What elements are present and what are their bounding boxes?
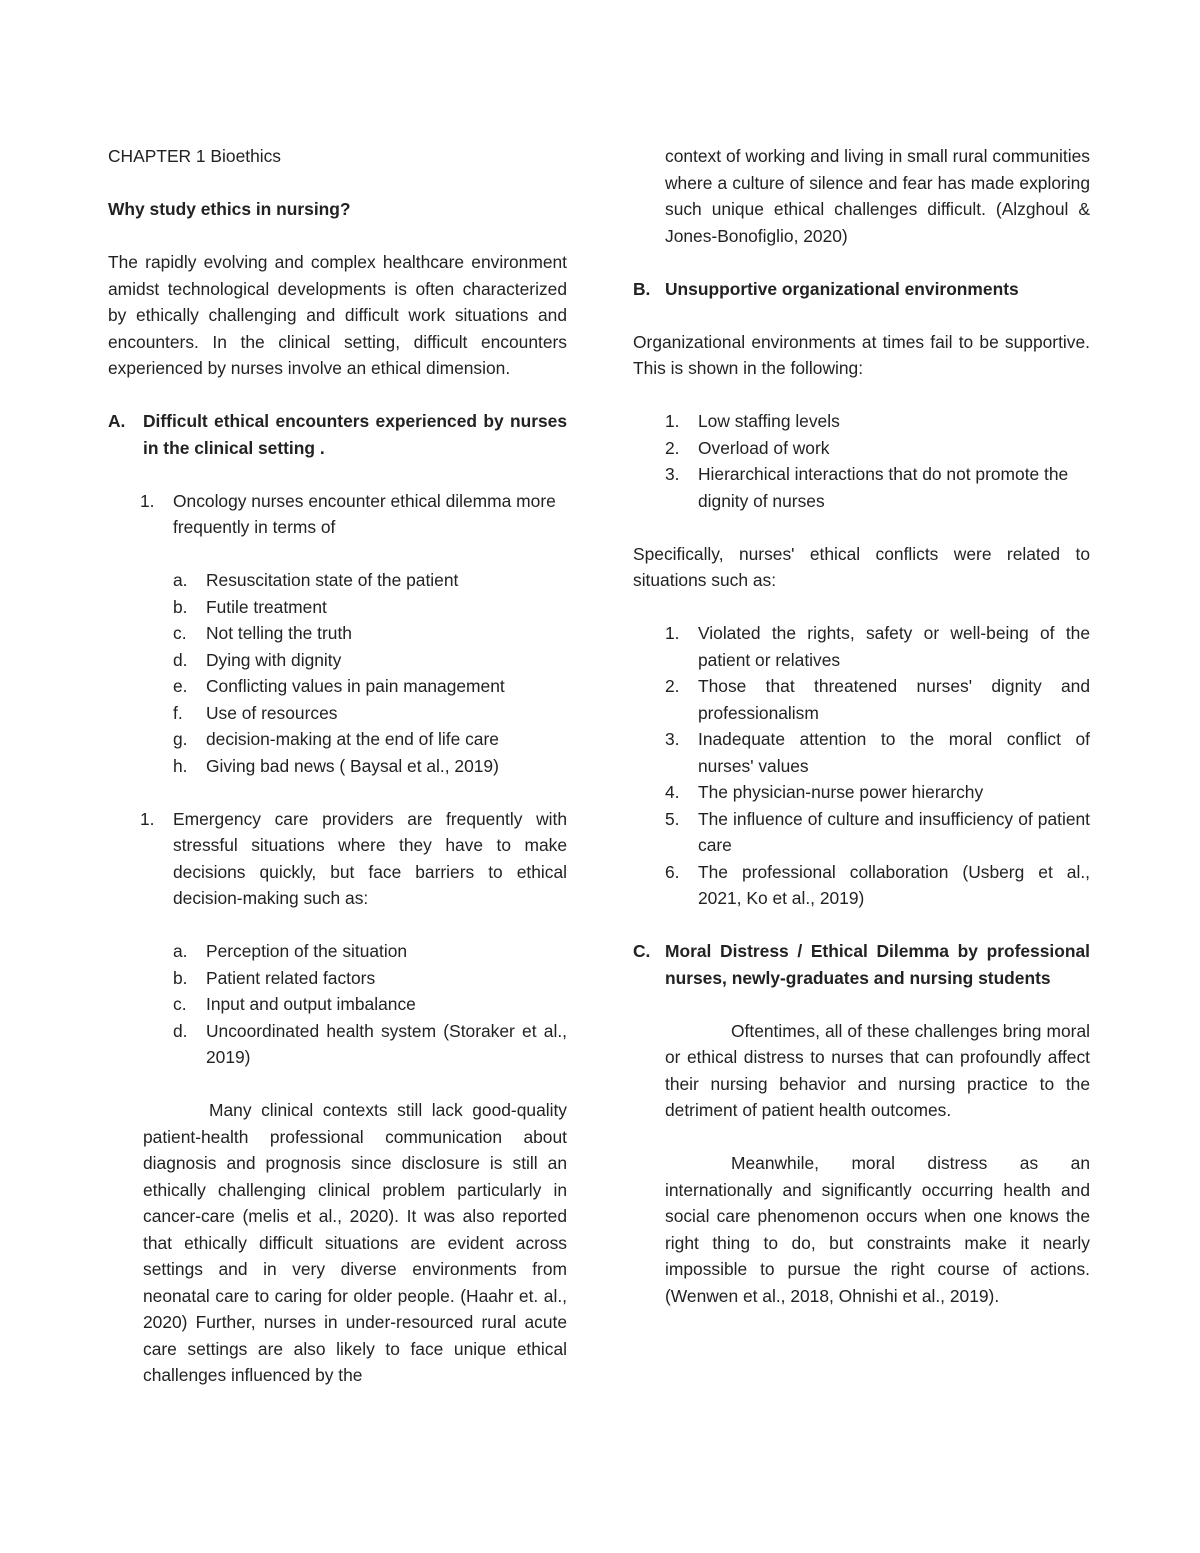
sub-list-item	[173, 594, 567, 621]
oncology-sublist	[108, 567, 567, 779]
section-c-heading	[633, 938, 1090, 991]
moral-distress-paragraph: Meanwhile, moral distress as an internationally and significantly occurring health and social care phenomenon occurs when one knows the right thing to do, but constraints make it nearly impossible to pursue the right course of actions. (Wenwen et al., 2018, Ohnishi et al., 2019).	[665, 1153, 1090, 1306]
list-text: Oncology nurses encounter ethical dilemma more frequently in terms of	[173, 490, 556, 537]
sub-text: Not telling the truth	[206, 623, 352, 643]
list-item	[665, 620, 1090, 673]
list-item	[108, 488, 567, 541]
list-text: Violated the rights, safety or well-being of the patient or relatives	[698, 623, 1090, 670]
sub-list-item	[173, 965, 567, 992]
sub-list-item	[173, 991, 567, 1018]
list-text: Inadequate attention to the moral conflict of nurses' values	[698, 729, 1090, 776]
sub-letter: e.	[173, 676, 188, 696]
sub-letter: c.	[173, 994, 187, 1014]
list-number: 5.	[665, 808, 680, 829]
sub-letter: g.	[173, 729, 188, 749]
intro-paragraph: The rapidly evolving and complex healthcare environment amidst technological developments is often characterized by ethically challenging and difficult work situations and encounters. In the clinical setting, difficult encounters experienced by nurses involve an ethical dimension.	[108, 252, 567, 378]
distress-paragraph: Oftentimes, all of these challenges bring moral or ethical distress to nurses that can profoundly affect their nursing behavior and nursing practice to the detriment of patient health outcomes.	[665, 1020, 1090, 1120]
list-item	[665, 673, 1090, 726]
emergency-sublist	[108, 938, 567, 1071]
sub-text: Dying with dignity	[206, 649, 342, 670]
list-text: Hierarchical interactions that do not promote the dignity of nurses	[698, 464, 1069, 511]
list-number: 1.	[140, 808, 155, 829]
list-item	[665, 435, 1090, 462]
section-c-letter: C.	[633, 941, 651, 961]
list-number: 2.	[665, 676, 680, 696]
sub-list-item	[173, 938, 567, 965]
sub-letter: d.	[173, 649, 188, 670]
sub-letter: b.	[173, 967, 188, 988]
sub-text: decision-making at the end of life care	[206, 729, 499, 749]
section-c-title: Moral Distress / Ethical Dilemma by professional nurses, newly-graduates and nursing students	[665, 941, 1090, 988]
list-number: 6.	[665, 861, 680, 882]
sub-letter: a.	[173, 570, 188, 590]
list-number: 4.	[665, 782, 680, 802]
list-text: The professional collaboration (Usberg et al., 2021, Ko et al., 2019)	[698, 861, 1090, 908]
sub-text: Input and output imbalance	[206, 994, 416, 1014]
sub-text: Uncoordinated health system (Storaker et al., 2019)	[206, 1020, 567, 1067]
list-number: 1.	[140, 490, 155, 511]
sub-list-item	[173, 700, 567, 727]
section-a-heading	[108, 408, 567, 461]
list-text: Overload of work	[698, 437, 830, 458]
sub-letter: f.	[173, 702, 183, 723]
sub-text: Perception of the situation	[206, 941, 408, 961]
list-item	[665, 779, 1090, 806]
section-b-heading	[633, 276, 1090, 303]
section-b-intro: Organizational environments at times fail to be supportive. This is shown in the following:	[633, 331, 1090, 378]
sub-list-item	[173, 567, 567, 594]
list-text: The influence of culture and insufficiency of patient care	[698, 808, 1090, 855]
right-column	[633, 143, 1090, 1309]
list-text: Emergency care providers are frequently with stressful situations where they have to make decisions quickly, but face barriers to ethical decision-making such as:	[173, 808, 567, 908]
sub-list-item	[173, 673, 567, 700]
sub-list-item	[173, 1018, 567, 1071]
list-number: 3.	[665, 729, 680, 749]
list-item	[108, 806, 567, 912]
sub-list-item	[173, 620, 567, 647]
sub-list-item	[173, 753, 567, 780]
section-question: Why study ethics in nursing?	[108, 199, 351, 219]
section-a-title: Difficult ethical encounters experienced by nurses in the clinical setting .	[143, 411, 567, 458]
left-column	[108, 143, 567, 1389]
staffing-list	[633, 408, 1090, 514]
sub-list-item	[173, 647, 567, 674]
sub-letter: a.	[173, 941, 188, 961]
sub-text: Futile treatment	[206, 596, 327, 617]
sub-text: Conflicting values in pain management	[206, 676, 505, 696]
clinical-contexts-paragraph: Many clinical contexts still lack good-quality patient-health professional communication about diagnosis and prognosis since disclosure is still an ethically challenging clinical problem particularly in cancer-care (melis et al., 2020). It was also reported that ethically difficult situations are evident across settings and in very diverse environments from neonatal care to caring for older people. (Haahr et. al., 2020) Further, nurses in under-resourced rural acute care settings are also likely to face unique ethical challenges influenced by the	[143, 1100, 567, 1385]
section-b-letter: B.	[633, 278, 651, 299]
list-text: Low staffing levels	[698, 411, 840, 431]
list-item	[665, 726, 1090, 779]
list-item	[665, 806, 1090, 859]
conflicts-list	[633, 620, 1090, 912]
sub-text: Use of resources	[206, 702, 338, 723]
section-b-title: Unsupportive organizational environments	[665, 278, 1019, 299]
list-number: 3.	[665, 464, 680, 484]
sub-text: Giving bad news ( Baysal et al., 2019)	[206, 755, 499, 776]
section-a-letter: A.	[108, 411, 126, 431]
list-item	[665, 859, 1090, 912]
specifically-paragraph: Specifically, nurses' ethical conflicts were related to situations such as:	[633, 543, 1090, 590]
sub-letter: b.	[173, 596, 188, 617]
list-item	[665, 408, 1090, 435]
sub-letter: d.	[173, 1020, 188, 1041]
continuation-paragraph: context of working and living in small rural communities where a culture of silence and fear has made exploring such unique ethical challenges difficult. (Alzghoul & Jones-Bonofiglio, 2020)	[665, 146, 1090, 246]
sub-text: Resuscitation state of the patient	[206, 570, 459, 590]
list-item	[665, 461, 1090, 514]
sub-list-item	[173, 726, 567, 753]
sub-letter: c.	[173, 623, 187, 643]
list-text: Those that threatened nurses' dignity and professionalism	[698, 676, 1090, 723]
sub-letter: h.	[173, 755, 188, 776]
list-number: 1.	[665, 623, 680, 643]
list-number: 1.	[665, 411, 680, 431]
chapter-title: CHAPTER 1 Bioethics	[108, 146, 281, 166]
sub-text: Patient related factors	[206, 967, 376, 988]
list-text: The physician-nurse power hierarchy	[698, 782, 984, 802]
list-number: 2.	[665, 437, 680, 458]
